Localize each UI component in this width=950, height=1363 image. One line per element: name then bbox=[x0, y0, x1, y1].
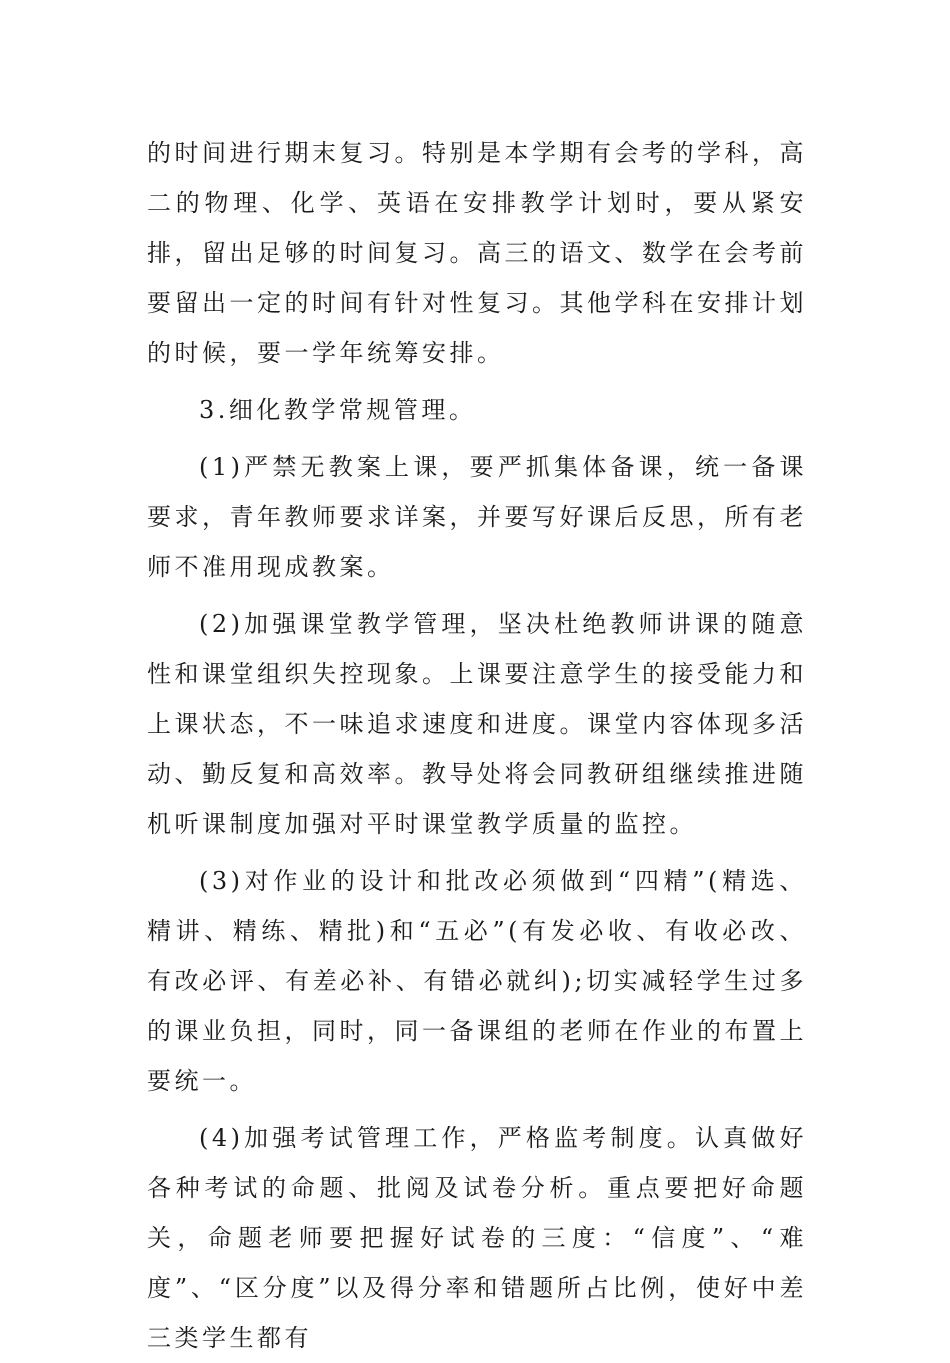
section-heading-3: 3.细化教学常规管理。 bbox=[199, 396, 477, 424]
paragraph-item-1: (1)严禁无教案上课，要严抓集体备课，统一备课要求，青年教师要求详案，并要写好课后反思，所有老师不准用现成教案。 bbox=[147, 453, 807, 581]
paragraph-continuation: 的时间进行期末复习。特别是本学期有会考的学科，高二的物理、化学、英语在安排教学计划时，要从紧安排，留出足够的时间复习。高三的语文、数学在会考前要留出一定的时间有针对性复习。其他学科在安排计划的时候，要一学年统筹安排。 bbox=[147, 139, 807, 367]
document-body bbox=[147, 128, 807, 1363]
paragraph-item-2: (2)加强课堂教学管理，坚决杜绝教师讲课的随意性和课堂组织失控现象。上课要注意学生的接受能力和上课状态，不一味追求速度和进度。课堂内容体现多活动、勤反复和高效率。教导处将会同教研组继续推进随机听课制度加强对平时课堂教学质量的监控。 bbox=[147, 610, 807, 838]
paragraph-item-4: (4)加强考试管理工作，严格监考制度。认真做好各种考试的命题、批阅及试卷分析。重点要把好命题关，命题老师要把握好试卷的三度：“信度”、“难度”、“区分度”以及得分率和错题所占比例，使好中差三类学生都有 bbox=[147, 1124, 807, 1352]
paragraph-item-3: (3)对作业的设计和批改必须做到“四精”(精选、精讲、精练、精批)和“五必”(有发必收、有收必改、有改必评、有差必补、有错必就纠);切实减轻学生过多的课业负担，同时，同一备课组的老师在作业的布置上要统一。 bbox=[147, 867, 807, 1095]
